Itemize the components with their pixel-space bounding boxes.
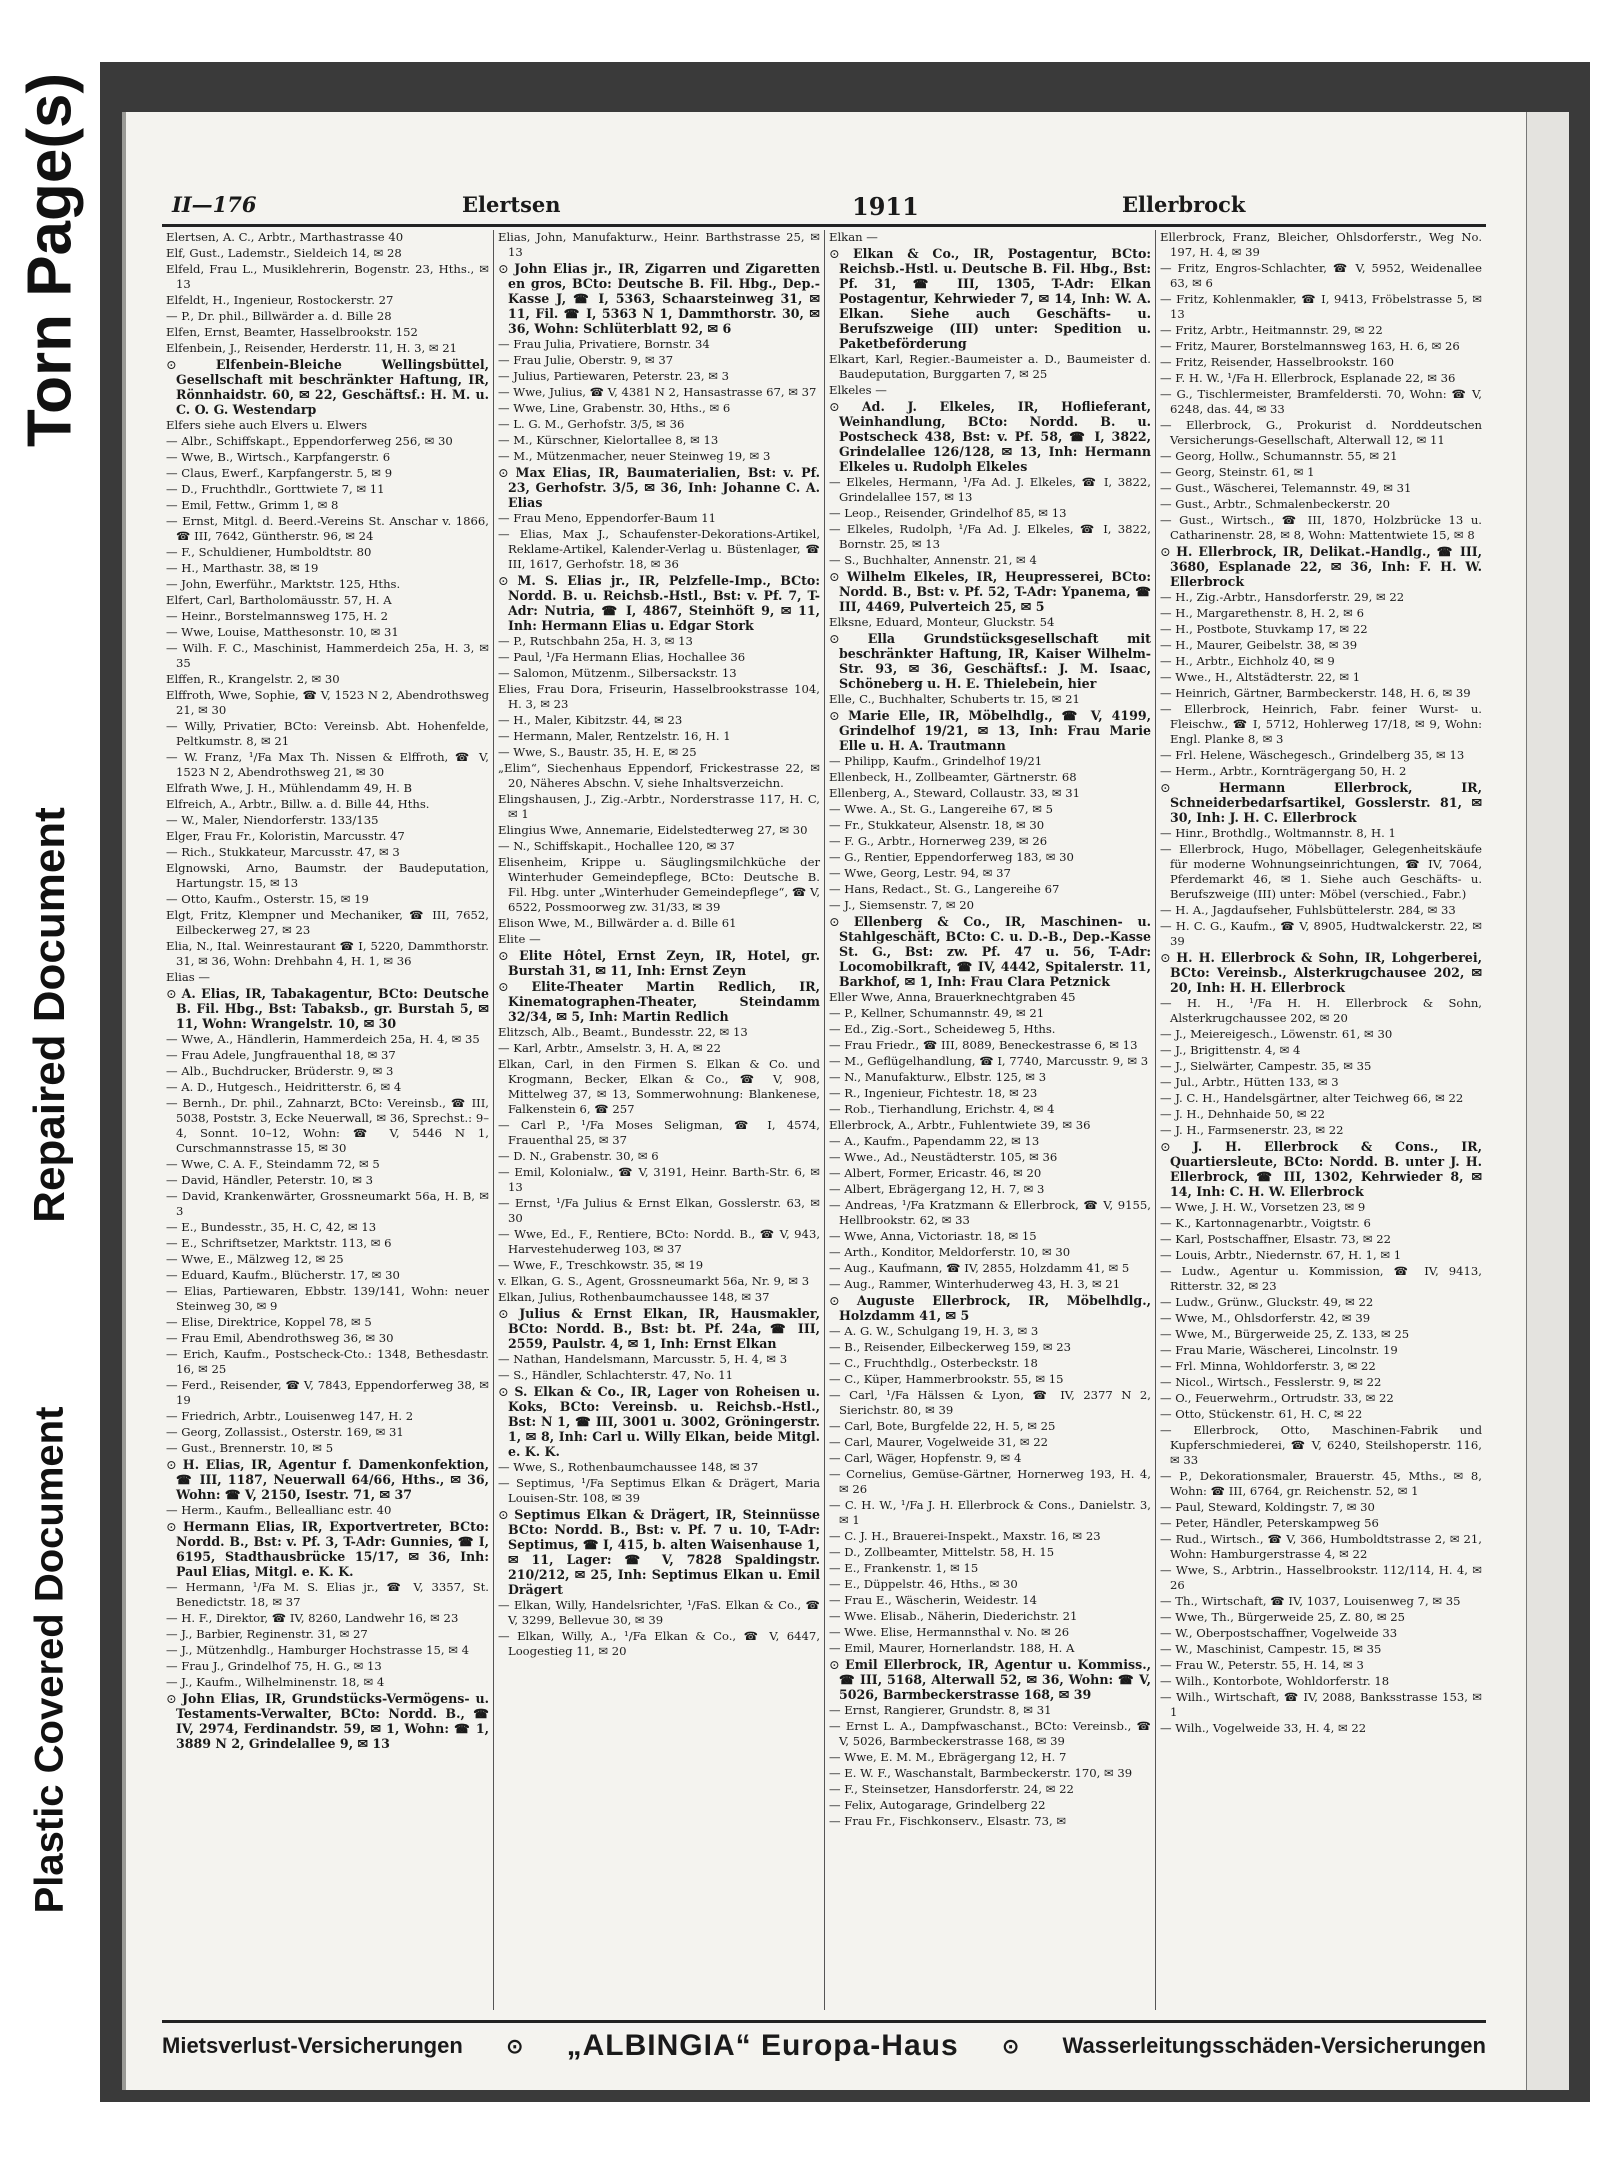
advertisement-footer [162,2026,1486,2066]
directory-entry: — Frau Fr., Fischkonserv., Elsastr. 73, ✉ [829,1814,1067,1828]
directory-entry: Elf, Gust., Lademstr., Sieldeich 14, ✉ 28 [166,246,402,260]
directory-entry: — A., Kaufm., Papendamm 22, ✉ 13 [829,1134,1040,1148]
footer-right-ad: Wasserleitungsschäden-Versicherungen [1062,2033,1486,2058]
directory-entry: ⊙ Max Elias, IR, Baumaterialien, Bst: v. Pf. 23, Gerhofstr. 3/5, ✉ 36, Inh: Johanne C. A. Elias [498,465,820,510]
directory-entry: ⊙ Elite-Theater Martin Redlich, IR, Kinematographen-Theater, Steindamm 32/34, ✉ 5, Inh: Martin Redlich [498,979,820,1024]
directory-entry: — Hermann, ¹/Fa M. S. Elias jr., ☎ V, 3357, St. Benedictstr. 18, ✉ 37 [166,1580,489,1609]
directory-entry: — Paul, ¹/Fa Hermann Elias, Hochallee 36 [498,650,746,664]
directory-entry: Elfenbein, J., Reisender, Herderstr. 11, H. 3, ✉ 21 [166,341,458,355]
directory-entry: — Wwe, C. A. F., Steindamm 72, ✉ 5 [166,1157,380,1171]
directory-entry: ⊙ Auguste Ellerbrock, IR, Möbelhdlg., Holzdamm 41, ✉ 5 [829,1293,1151,1323]
directory-entry: Ellenberg, A., Steward, Collaustr. 33, ✉ 31 [829,786,1081,800]
directory-entry: Elgt, Fritz, Klempner und Mechaniker, ☎ III, 7652, Eilbeckerweg 27, ✉ 23 [166,908,489,937]
directory-entry: — Wwe, M., Ohlsdorferstr. 42, ✉ 39 [1160,1311,1371,1325]
directory-entry: Elkan, Carl, in den Firmen S. Elkan & Co. und Krogmann, Becker, Elkan & Co., ☎ V, 908, Mittelweg 37, ✉ 13, Sommerwohnung: Blankenese, Falkenstein 6, ☎ 257 [498,1057,820,1116]
directory-entry: — Emil, Fettw., Grimm 1, ✉ 8 [166,498,339,512]
directory-entry: Elger, Frau Fr., Koloristin, Marcusstr. 47 [166,829,405,843]
directory-entry: ⊙ Ellenberg & Co., IR, Maschinen- u. Stahlgeschäft, BCto: C. u. D.-B., Dep.-Kasse St. G., Bst: zw. Pf. 47 u. 56, T-Adr: Locomobilkraft, ☎ IV, 4442, Spitalerstr. 11, Barkhof, ✉ 1, Inh: Frau Clara Petznick [829,914,1151,989]
directory-entry: — Carl, ¹/Fa Hälssen & Lyon, ☎ IV, 2377 N 2, Sierichstr. 80, ✉ 39 [829,1388,1151,1417]
directory-entry: — H., Maurer, Geibelstr. 38, ✉ 39 [1160,638,1358,652]
column-2 [493,230,824,2010]
directory-entry: — Frau Julia, Privatiere, Bornstr. 34 [498,337,710,351]
directory-entry: — Otto, Kaufm., Osterstr. 15, ✉ 19 [166,892,369,906]
directory-entry: — Wwe, A., Händlerin, Hammerdeich 25a, H. 4, ✉ 35 [166,1032,480,1046]
directory-entry: Elitzsch, Alb., Beamt., Bundesstr. 22, ✉ 13 [498,1025,748,1039]
directory-entry: — Wilh., Vogelweide 33, H. 4, ✉ 22 [1160,1721,1367,1735]
directory-entry: — Wwe, S., Arbtrin., Hasselbrookstr. 112/114, H. 4, ✉ 26 [1160,1563,1482,1592]
directory-entry: — W., Maschinist, Campestr. 15, ✉ 35 [1160,1642,1382,1656]
directory-entry: — Bernh., Dr. phil., Zahnarzt, BCto: Vereinsb., ☎ III, 5038, Poststr. 3, Ecke Neuerwall, ✉ 36, Sprechst.: 9–4, Sonnt. 10–12, Wohn: ☎ V, 5446 N 1, Curschmannstrasse 15, ✉ 30 [166,1096,489,1155]
directory-entry: — E., Schriftsetzer, Marktstr. 113, ✉ 6 [166,1236,392,1250]
directory-entry: — Karl, Arbtr., Amselstr. 3, H. A, ✉ 22 [498,1041,722,1055]
directory-entry: — J., Meiereigesch., Löwenstr. 61, ✉ 30 [1160,1027,1393,1041]
directory-entry: Elgnowski, Arno, Baumstr. der Baudeputation, Hartungstr. 15, ✉ 13 [166,861,489,890]
directory-entry: — J., Brigittenstr. 4, ✉ 4 [1160,1043,1301,1057]
directory-entry: — Gust., Wäscherei, Telemannstr. 49, ✉ 31 [1160,481,1412,495]
directory-entry: — Elias, Max J., Schaufenster-Dekorations-Artikel, Reklame-Artikel, Kalender-Verlag u. Büstenlager, ☎ III, 1617, Gerhofstr. 18, ✉ 36 [498,527,820,571]
directory-entry: — Gust., Brennerstr. 10, ✉ 5 [166,1441,334,1455]
directory-entry: — S., Händler, Schlachterstr. 47, No. 11 [498,1368,733,1382]
directory-entry: ⊙ Hermann Ellerbrock, IR, Schneiderbedarfsartikel, Gosslerstr. 81, ✉ 30, Inh: J. H. C. Ellerbrock [1160,780,1482,825]
directory-entry: — Peter, Händler, Peterskampweg 56 [1160,1516,1379,1530]
directory-entry: — Wwe. Elisab., Näherin, Diederichstr. 21 [829,1609,1078,1623]
directory-entry: — Aug., Kaufmann, ☎ IV, 2855, Holzdamm 41, ✉ 5 [829,1261,1130,1275]
directory-entry: Ellenbeck, H., Zollbeamter, Gärtnerstr. 68 [829,770,1077,784]
directory-entry: Elfeldt, H., Ingenieur, Rostockerstr. 27 [166,293,394,307]
directory-entry: ⊙ Ad. J. Elkeles, IR, Hoflieferant, Weinhandlung, BCto: Nordd. B. u. Postscheck 438, Bst: v. Pf. 58, ☎ I, 3822, Grindelallee 126/128, ✉ 13, Inh: Hermann Elkeles u. Rudolph Elkeles [829,399,1151,474]
directory-entry: — Ludw., Agentur u. Kommission, ☎ IV, 9413, Ritterstr. 32, ✉ 23 [1160,1264,1482,1293]
directory-entry: ⊙ Julius & Ernst Elkan, IR, Hausmakler, BCto: Nordd. B., Bst: bt. Pf. 24a, ☎ III, 2559, Paulstr. 4, ✉ 1, Inh: Ernst Elkan [498,1306,820,1351]
directory-entry: — H., Marthastr. 38, ✉ 19 [166,561,319,575]
directory-entry: — K., Kartonnagenarbtr., Voigtstr. 6 [1160,1216,1371,1230]
directory-entry: Elfreich, A., Arbtr., Billw. a. d. Bille 44, Hths. [166,797,430,811]
directory-entry: — G., Tischlermeister, Bramfeldersti. 70, Wohn: ☎ V, 6248, das. 44, ✉ 33 [1160,387,1482,416]
directory-entry: — Heinrich, Gärtner, Barmbeckerstr. 148, H. 6, ✉ 39 [1160,686,1471,700]
directory-entry: — H. H., ¹/Fa H. H. Ellerbrock & Sohn, Alsterkrugchaussee 202, ✉ 20 [1160,996,1482,1025]
directory-entry: — S., Buchhalter, Annenstr. 21, ✉ 4 [829,553,1037,567]
directory-entry: — H., Zig.-Arbtr., Hansdorferstr. 29, ✉ 22 [1160,590,1405,604]
directory-entry: — Aug., Rammer, Winterhuderweg 43, H. 3, ✉ 21 [829,1277,1121,1291]
directory-entry: — P., Rutschbahn 25a, H. 3, ✉ 13 [498,634,693,648]
directory-entry: — L. G. M., Gerhofstr. 3/5, ✉ 36 [498,417,685,431]
directory-entry: — H., Maler, Kibitzstr. 44, ✉ 23 [498,713,683,727]
directory-entry: — Wwe. A., St. G., Langereihe 67, ✉ 5 [829,802,1054,816]
torn-pages-label: Torn Page(s) [15,72,85,448]
directory-entry: — P., Dekorationsmaler, Brauerstr. 45, Mths., ✉ 8, Wohn: ☎ III, 6764, gr. Reichenstr. 52, ✉ 1 [1160,1469,1482,1498]
directory-entry: — C. J. H., Brauerei-Inspekt., Maxstr. 16, ✉ 23 [829,1529,1101,1543]
directory-entry: — B., Reisender, Eilbeckerweg 159, ✉ 23 [829,1340,1071,1354]
directory-entry: — Frau Meno, Eppendorfer-Baum 11 [498,511,716,525]
directory-entry: — Fr., Stukkateur, Alsenstr. 18, ✉ 30 [829,818,1045,832]
directory-page [122,112,1526,2090]
directory-entry: — E., Frankenstr. 1, ✉ 15 [829,1561,979,1575]
directory-entry: — Frau Adele, Jungfrauenthal 18, ✉ 37 [166,1048,396,1062]
directory-entry: — Cornelius, Gemüse-Gärtner, Hornerweg 193, H. 4, ✉ 26 [829,1467,1151,1496]
column-3 [824,230,1155,2010]
directory-entry: Elkeles — [829,383,887,397]
directory-entry: — Septimus, ¹/Fa Septimus Elkan & Drägert, Maria Louisen-Str. 108, ✉ 39 [498,1476,820,1505]
directory-entry: Elfrath Wwe, J. H., Mühlendamm 49, H. B [166,781,413,795]
directory-entry: — W., Oberpostschaffner, Vogelweide 33 [1160,1626,1398,1640]
directory-entry: — Otto, Stückenstr. 61, H. C, ✉ 22 [1160,1407,1363,1421]
directory-entry: ⊙ Elkan & Co., IR, Postagentur, BCto: Reichsb.-Hstl. u. Deutsche B. Fil. Hbg., Bst: Pf. 31, ☎ III, 1305, T-Adr: Elkan Postagentur, Kehrwieder 7, ✉ 14, Inh: W. A. Elkan. Siehe auch Geschäfts- u. Berufszweige (III) unter: Spedition u. Paketbeförderung [829,246,1151,351]
directory-entry: — Wwe., H., Altstädterstr. 22, ✉ 1 [1160,670,1361,684]
directory-entry: ⊙ S. Elkan & Co., IR, Lager von Roheisen u. Koks, BCto: Vereinsb. u. Reichsb.-Hstl., Bst: N 1, ☎ III, 3001 u. 3002, Gröningerstr. 1, ✉ 8, Inh: Carl u. Willy Elkan, beide Mitgl. e. K. K. [498,1384,820,1459]
directory-entry: — Eduard, Kaufm., Blücherstr. 17, ✉ 30 [166,1268,400,1282]
directory-entry: Elingius Wwe, Annemarie, Eidelstedterweg 27, ✉ 30 [498,823,808,837]
page-header [162,192,1486,222]
directory-entry: — Emil, Kolonialw., ☎ V, 3191, Heinr. Barth-Str. 6, ✉ 13 [498,1165,820,1194]
directory-entry: Elkan — [829,230,878,244]
directory-entry: — Carl, Maurer, Vogelweide 31, ✉ 22 [829,1435,1048,1449]
directory-entry: — Wwe, E. M. M., Ebrägergang 12, H. 7 [829,1750,1067,1764]
directory-entry: — J. C. H., Handelsgärtner, alter Teichweg 66, ✉ 22 [1160,1091,1464,1105]
directory-entry: — Herm., Arbtr., Kornträgergang 50, H. 2 [1160,764,1407,778]
directory-entry: — A. G. W., Schulgang 19, H. 3, ✉ 3 [829,1324,1039,1338]
directory-entry: Elle, C., Buchhalter, Schuberts tr. 15, ✉ 21 [829,692,1080,706]
directory-entry: ⊙ Septimus Elkan & Drägert, IR, Steinnüsse BCto: Nordd. B., Bst: v. Pf. 7 u. 10, T-Adr: Septimus, ☎ I, 415, b. alten Waisenhause 1, ✉ 11, Lager: ☎ V, 7828 Spaldingstr. 210/212, ✉ 25, Inh: Septimus Elkan u. Emil Drägert [498,1507,820,1597]
directory-entry: — Carl P., ¹/Fa Moses Seligman, ☎ I, 4574, Frauenthal 25, ✉ 37 [498,1118,820,1147]
directory-entry: — H. F., Direktor, ☎ IV, 8260, Landwehr 16, ✉ 23 [166,1611,459,1625]
directory-entry: — Salomon, Mützenm., Silbersackstr. 13 [498,666,737,680]
directory-entry: — H. C. G., Kaufm., ☎ V, 8905, Hudtwalckerstr. 22, ✉ 39 [1160,919,1482,948]
directory-entry: — D., Zollbeamter, Mittelstr. 58, H. 15 [829,1545,1055,1559]
directory-entry: — Carl, Bote, Burgfelde 22, H. 5, ✉ 25 [829,1419,1056,1433]
directory-entry: — Elkeles, Hermann, ¹/Fa Ad. J. Elkeles, ☎ I, 3822, Grindelallee 157, ✉ 13 [829,475,1151,504]
directory-entry: Ellerbrock, A., Arbtr., Fuhlentwiete 39, ✉ 36 [829,1118,1091,1132]
directory-entry: ⊙ H. Ellerbrock, IR, Delikat.-Handlg., ☎ III, 3680, Esplanade 22, ✉ 36, Inh: F. H. W. Ellerbrock [1160,544,1482,589]
directory-entry: — F. G., Arbtr., Hornerweg 239, ✉ 26 [829,834,1048,848]
directory-entry: — Georg, Steinstr. 61, ✉ 1 [1160,465,1315,479]
page-number: II—176 [172,192,257,217]
directory-entry: Elksne, Eduard, Monteur, Gluckstr. 54 [829,615,1055,629]
directory-entry: — P., Kellner, Schumannstr. 49, ✉ 21 [829,1006,1045,1020]
directory-entry: — E. W. F., Waschanstalt, Barmbeckerstr. 170, ✉ 39 [829,1766,1133,1780]
directory-entry: — Hans, Redact., St. G., Langereihe 67 [829,882,1060,896]
directory-entry: — Wwe, E., Mälzweg 12, ✉ 25 [166,1252,344,1266]
directory-entry: — Frau Marie, Wäscherei, Lincolnstr. 19 [1160,1343,1398,1357]
footer-rule [162,2020,1486,2023]
directory-entry: ⊙ Wilhelm Elkeles, IR, Heupresserei, BCto: Nordd. B., Bst: v. Pf. 52, T-Adr: Ypanema, ☎ III, 4469, Pulverteich 25, ✉ 5 [829,569,1151,614]
directory-entry: — E., Düppelstr. 46, Hths., ✉ 30 [829,1577,1018,1591]
directory-entry: v. Elkan, G. S., Agent, Grossneumarkt 56a, Nr. 9, ✉ 3 [498,1274,810,1288]
directory-entry: — Felix, Autogarage, Grindelberg 22 [829,1798,1046,1812]
directory-entry: — Frau Emil, Abendrothsweg 36, ✉ 30 [166,1331,394,1345]
directory-entry: — Rob., Tierhandlung, Erichstr. 4, ✉ 4 [829,1102,1055,1116]
column-1 [162,230,493,2010]
directory-entry: — Fritz, Engros-Schlachter, ☎ V, 5952, Weidenallee 63, ✉ 6 [1160,261,1482,290]
directory-entry: — Albert, Ebrägergang 12, H. 7, ✉ 3 [829,1182,1045,1196]
directory-entry: Elite — [498,932,541,946]
directory-entry: — Wilh. F. C., Maschinist, Hammerdeich 25a, H. 3, ✉ 35 [166,641,489,670]
directory-entry: — Frl. Helene, Wäschegesch., Grindelberg 35, ✉ 13 [1160,748,1465,762]
directory-entry: — Ludw., Grünw., Gluckstr. 49, ✉ 22 [1160,1295,1374,1309]
directory-entry: — Wwe, Th., Bürgerweide 25, Z. 80, ✉ 25 [1160,1610,1406,1624]
directory-entry: — Frau E., Wäscherin, Weidestr. 14 [829,1593,1037,1607]
directory-entry: — Wwe, J. H. W., Vorsetzen 23, ✉ 9 [1160,1200,1366,1214]
directory-entry: — Ferd., Reisender, ☎ V, 7843, Eppendorferweg 38, ✉ 19 [166,1378,489,1407]
directory-entry: — E., Bundesstr., 35, H. C, 42, ✉ 13 [166,1220,377,1234]
directory-entry: ⊙ J. H. Ellerbrock & Cons., IR, Quartiersleute, BCto: Nordd. B. unter J. H. Ellerbrock, ☎ III, 1302, Kehrwieder 8, ✉ 14, Inh: C. H. W. Ellerbrock [1160,1139,1482,1199]
directory-entry: — J., Barbier, Reginenstr. 31, ✉ 27 [166,1627,368,1641]
directory-entry: — Fritz, Maurer, Borstelmannsweg 163, H. 6, ✉ 26 [1160,339,1460,353]
directory-entry: — Louis, Arbtr., Niedernstr. 67, H. 1, ✉ 1 [1160,1248,1402,1262]
directory-entry: Elkan, Julius, Rothenbaumchaussee 148, ✉ 37 [498,1290,770,1304]
directory-entry: — Wwe, Line, Grabenstr. 30, Hths., ✉ 6 [498,401,731,415]
directory-entry: — David, Krankenwärter, Grossneumarkt 56a, H. B, ✉ 3 [166,1189,489,1218]
directory-entry: — Wwe, S., Rothenbaumchaussee 148, ✉ 37 [498,1460,759,1474]
directory-entry: — Wwe., Ad., Neustädterstr. 105, ✉ 36 [829,1150,1058,1164]
directory-entry: — Julius, Partiewaren, Peterstr. 23, ✉ 3 [498,369,729,383]
directory-entry: — Albert, Former, Ericastr. 46, ✉ 20 [829,1166,1042,1180]
header-last-entry: Ellerbrock [1122,192,1246,217]
directory-entry: — Arth., Konditor, Meldorferstr. 10, ✉ 30 [829,1245,1071,1259]
directory-entry: — Wwe, B., Wirtsch., Karpfangerstr. 6 [166,450,391,464]
directory-entry: — Ernst, Mitgl. d. Beerd.-Vereins St. Anschar v. 1866, ☎ III, 7642, Güntherstr. 96, ✉ 24 [166,514,489,543]
directory-entry: — H., Margarethenstr. 8, H. 2, ✉ 6 [1160,606,1364,620]
directory-entry: — Rud., Wirtsch., ☎ V, 366, Humboldtstrasse 2, ✉ 21, Wohn: Hamburgerstrasse 4, ✉ 22 [1160,1532,1482,1561]
directory-entry: — M., Kürschner, Kielortallee 8, ✉ 13 [498,433,719,447]
directory-entry: — Hinr., Brothdlg., Woltmannstr. 8, H. 1 [1160,826,1396,840]
directory-entry: — Philipp, Kaufm., Grindelhof 19/21 [829,754,1043,768]
directory-entry: — Willy, Privatier, BCto: Vereinsb. Abt. Hohenfelde, Peltkumstr. 8, ✉ 21 [166,719,489,748]
footer-left-ad: Mietsverlust-Versicherungen [162,2033,463,2058]
directory-entry: Elingshausen, J., Zig.-Arbtr., Norderstrasse 117, H. C, ✉ 1 [498,792,820,821]
directory-entry: — Emil, Maurer, Hornerlandstr. 188, H. A [829,1641,1075,1655]
directory-entry: — Gust., Wirtsch., ☎ III, 1870, Holzbrücke 13 u. Catharinenstr. 28, ✉ 8, Wohn: Mattentwiete 15, ✉ 8 [1160,513,1482,542]
directory-entry: — R., Ingenieur, Fichtestr. 18, ✉ 23 [829,1086,1038,1100]
directory-entry: ⊙ Ella Grundstücksgesellschaft mit beschränkter Haftung, IR, Kaiser Wilhelm-Str. 93, ✉ 36, Geschäftsf.: J. M. Isaac, Schöneberg u. H. E. Thielebein, hier [829,631,1151,691]
directory-entry: — D., Fruchthdlr., Gorttwiete 7, ✉ 11 [166,482,385,496]
directory-entry: — Frau Friedr., ☎ III, 8089, Beneckestrasse 6, ✉ 13 [829,1038,1138,1052]
directory-entry: — Elias, Partiewaren, Ebbstr. 139/141, Wohn: neuer Steinweg 30, ✉ 9 [166,1284,489,1313]
directory-entry: — J., Mützenhdlg., Hamburger Hochstrasse 15, ✉ 4 [166,1643,470,1657]
directory-entry: — J., Siemsenstr. 7, ✉ 20 [829,898,975,912]
directory-entry: — Elise, Direktrice, Koppel 78, ✉ 5 [166,1315,372,1329]
directory-entry: — J., Kaufm., Wilhelminenstr. 18, ✉ 4 [166,1675,385,1689]
directory-entry: — Frau W., Peterstr. 55, H. 14, ✉ 3 [1160,1658,1364,1672]
directory-entry: ⊙ Elite Hôtel, Ernst Zeyn, IR, Hotel, gr. Burstah 31, ✉ 11, Inh: Ernst Zeyn [498,948,820,978]
directory-entry: — N., Manufakturw., Elbstr. 125, ✉ 3 [829,1070,1047,1084]
directory-entry: — C., Fruchthdlg., Osterbeckstr. 18 [829,1356,1038,1370]
plastic-covered-label: Plastic Covered Document [27,1406,72,1914]
directory-entry: — Hermann, Maler, Rentzelstr. 16, H. 1 [498,729,731,743]
directory-entry: Elia, N., Ital. Weinrestaurant ☎ I, 5220, Dammthorstr. 31, ✉ 36, Wohn: Drehbahn 4, H. 1, ✉ 36 [166,939,489,968]
directory-entry: Elison Wwe, M., Billwärder a. d. Bille 61 [498,916,737,930]
directory-entry: — Wilh., Wirtschaft, ☎ IV, 2088, Banksstrasse 153, ✉ 1 [1160,1690,1482,1719]
directory-entry: Elfers siehe auch Elvers u. Elwers [166,418,368,432]
directory-entry: — W., Maler, Niendorferstr. 133/135 [166,813,379,827]
directory-entry: — Wilh., Kontorbote, Wohldorferstr. 18 [1160,1674,1390,1688]
directory-entry: — Georg, Hollw., Schumannstr. 55, ✉ 21 [1160,449,1398,463]
directory-entry: ⊙ Elfenbein-Bleiche Wellingsbüttel, Gesellschaft mit beschränkter Haftung, IR, Rönnhaidstr. 60, ✉ 22, Geschäftsf.: H. M. u. C. O. G. Westendarp [166,357,489,417]
directory-entry: — Jul., Arbtr., Hütten 133, ✉ 3 [1160,1075,1339,1089]
header-year: 1911 [852,192,919,221]
directory-entry: — Ernst, ¹/Fa Julius & Ernst Elkan, Gosslerstr. 63, ✉ 30 [498,1196,820,1225]
directory-entry: — Alb., Buchdrucker, Brüderstr. 9, ✉ 3 [166,1064,394,1078]
directory-entry: Elffroth, Wwe, Sophie, ☎ V, 1523 N 2, Abendrothsweg 21, ✉ 30 [166,688,489,717]
directory-entry: — W. Franz, ¹/Fa Max Th. Nissen & Elffroth, ☎ V, 1523 N 2, Abendrothsweg 21, ✉ 30 [166,750,489,779]
directory-entry: — Th., Wirtschaft, ☎ IV, 1037, Louisenweg 7, ✉ 35 [1160,1594,1461,1608]
repaired-document-label: Repaired Document [25,807,74,1223]
directory-entry: — F., Schuldiener, Humboldtstr. 80 [166,545,372,559]
directory-entry: — Elkeles, Rudolph, ¹/Fa Ad. J. Elkeles, ☎ I, 3822, Bornstr. 25, ✉ 13 [829,522,1151,551]
directory-entry: — Elkan, Willy, Handelsrichter, ¹/FaS. Elkan & Co., ☎ V, 3299, Bellevue 30, ✉ 39 [498,1598,820,1627]
directory-entry: — Gust., Arbtr., Schmalenbeckerstr. 20 [1160,497,1391,511]
directory-entry: Ellerbrock, Franz, Bleicher, Ohlsdorferstr., Weg No. 197, H. 4, ✉ 39 [1160,230,1482,259]
directory-entry: — Wwe, M., Bürgerweide 25, Z. 133, ✉ 25 [1160,1327,1410,1341]
footer-separator-icon: ⊙ [1002,2035,1019,2058]
header-first-entry: Elertsen [462,192,561,217]
directory-entry: — D. N., Grabenstr. 30, ✉ 6 [498,1149,659,1163]
directory-entry: — G., Rentier, Eppendorferweg 183, ✉ 30 [829,850,1074,864]
directory-entry: — N., Schiffskapit., Hochallee 120, ✉ 37 [498,839,735,853]
directory-entry: — Elkan, Willy, A., ¹/Fa Elkan & Co., ☎ V, 6447, Loogestieg 11, ✉ 20 [498,1629,820,1658]
directory-entry: — Erich, Kaufm., Postscheck-Cto.: 1348, Bethesdastr. 16, ✉ 25 [166,1347,489,1376]
directory-entry: — Wwe, S., Baustr. 35, H. E, ✉ 25 [498,745,697,759]
directory-entry: — Wwe, Anna, Victoriastr. 18, ✉ 15 [829,1229,1037,1243]
directory-entry: — Nicol., Wirtsch., Fesslerstr. 9, ✉ 22 [1160,1375,1382,1389]
directory-entry: — J. H., Dehnhaide 50, ✉ 22 [1160,1107,1325,1121]
directory-entry: — Ellerbrock, G., Prokurist d. Norddeutschen Versicherungs-Gesellschaft, Alterwall 12, ✉ 11 [1160,418,1482,447]
directory-entry: — Wwe, Julius, ☎ V, 4381 N 2, Hansastrasse 67, ✉ 37 [498,385,817,399]
directory-entry: — Andreas, ¹/Fa Kratzmann & Ellerbrock, ☎ V, 9155, Hellbrookstr. 62, ✉ 33 [829,1198,1151,1227]
directory-entry: — Heinr., Borstelmannsweg 175, H. 2 [166,609,389,623]
directory-entry: — Karl, Postschaffner, Elsastr. 73, ✉ 22 [1160,1232,1391,1246]
directory-entry: Elkart, Karl, Regier.-Baumeister a. D., Baumeister d. Baudeputation, Burggarten 7, ✉ 25 [829,352,1151,381]
column-4 [1155,230,1486,2010]
directory-entry: — Ernst L. A., Dampfwaschanst., BCto: Vereinsb., ☎ V, 5026, Barmbeckerstrasse 168, ✉ 39 [829,1719,1151,1748]
directory-entry: ⊙ John Elias jr., IR, Zigarren und Zigaretten en gros, BCto: Deutsche B. Fil. Hbg., Dep.-Kasse J, ☎ I, 5363, Schaarsteinweg 31, ✉ 11, Fil. ☎ I, 5363 N 1, Dammthorstr. 30, ✉ 36, Wohn: Schlüterblatt 92, ✉ 6 [498,261,820,336]
directory-entry: — David, Händler, Peterstr. 10, ✉ 3 [166,1173,374,1187]
directory-entry: — Ellerbrock, Otto, Maschinen-Fabrik und Kupferschmiederei, ☎ V, 6240, Steilshoperstr. 116, ✉ 33 [1160,1423,1482,1467]
directory-entry: Elffen, R., Krangelstr. 2, ✉ 30 [166,672,340,686]
directory-entry: — Nathan, Handelsmann, Marcusstr. 5, H. 4, ✉ 3 [498,1352,788,1366]
directory-entry: — P., Dr. phil., Billwärder a. d. Bille 28 [166,309,392,323]
directory-entry: ⊙ M. S. Elias jr., IR, Pelzfelle-Imp., BCto: Nordd. B. u. Reichsb.-Hstl., Bst: v. Pf. 7, T-Adr: Nutria, ☎ I, 4867, Steinhöft 9, ✉ 11, Inh: Hermann Elias u. Edgar Stork [498,573,820,633]
directory-entry: „Elim“, Siechenhaus Eppendorf, Frickestrasse 22, ✉ 20, Näheres Abschn. V, siehe Inhaltsverzeichn. [498,761,820,790]
directory-entry: — M., Geflügelhandlung, ☎ I, 7740, Marcusstr. 9, ✉ 3 [829,1054,1149,1068]
directory-columns [162,230,1486,2010]
directory-entry: Eller Wwe, Anna, Brauerknechtgraben 45 [829,990,1076,1004]
directory-entry: — Ed., Zig.-Sort., Scheideweg 5, Hths. [829,1022,1056,1036]
directory-entry: — Fritz, Reisender, Hasselbrookstr. 160 [1160,355,1395,369]
directory-entry: — Albr., Schiffskapt., Eppendorferweg 256, ✉ 30 [166,434,453,448]
directory-entry: Elisenheim, Krippe u. Säuglingsmilchküche der Winterhuder Gemeindepflege, BCto: Deutsche B. Fil. Hbg. unter „Winterhuder Gemeindepflege“, ☎ V, 6522, Possmoorweg zw. 31/33, ✉ 39 [498,855,821,914]
directory-entry: — M., Mützenmacher, neuer Steinweg 19, ✉ 3 [498,449,771,463]
directory-entry: — Paul, Steward, Koldingstr. 7, ✉ 30 [1160,1500,1375,1514]
directory-entry: — Claus, Ewerf., Karpfangerstr. 5, ✉ 9 [166,466,393,480]
directory-entry: — Frau Julie, Oberstr. 9, ✉ 37 [498,353,674,367]
directory-entry: — Georg, Zollassist., Osterstr. 169, ✉ 31 [166,1425,404,1439]
directory-entry: — J. H., Farmsenerstr. 23, ✉ 22 [1160,1123,1344,1137]
side-label-strip [0,0,100,2177]
directory-entry: ⊙ A. Elias, IR, Tabakagentur, BCto: Deutsche B. Fil. Hbg., Bst: Tabaksb., gr. Burstah 5, ✉ 11, Wohn: Wrangelstr. 10, ✉ 30 [166,986,489,1031]
directory-entry: — Wwe, F., Treschkowstr. 35, ✉ 19 [498,1258,704,1272]
directory-entry: ⊙ Emil Ellerbrock, IR, Agentur u. Kommiss., ☎ III, 5168, Alterwall 52, ✉ 36, Wohn: ☎ V, 5026, Barmbeckerstrasse 168, ✉ 39 [829,1657,1151,1702]
directory-entry: ⊙ H. Elias, IR, Agentur f. Damenkonfektion, ☎ III, 1187, Neuerwall 64/66, Hths., ✉ 36, Wohn: ☎ V, 2150, Isestr. 71, ✉ 37 [166,1457,489,1502]
directory-entry: — Frau J., Grindelhof 75, H. G., ✉ 13 [166,1659,382,1673]
directory-entry: ⊙ Marie Elle, IR, Möbelhdlg., ☎ V, 4199, Grindelhof 19/21, ✉ 13, Inh: Frau Marie Elle u. H. A. Trautmann [829,708,1151,753]
directory-entry: ⊙ Hermann Elias, IR, Exportvertreter, BCto: Nordd. B., Bst: v. Pf. 3, T-Adr: Gunnies, ☎ I, 6195, Stadthausbrücke 15/17, ✉ 36, Inh: Paul Elias, Mitgl. e. K. K. [166,1519,489,1579]
directory-entry: — C. H. W., ¹/Fa J. H. Ellerbrock & Cons., Danielstr. 3, ✉ 1 [829,1498,1151,1527]
directory-entry: Elias, John, Manufakturw., Heinr. Barthstrasse 25, ✉ 13 [498,230,820,259]
directory-entry: — Leop., Reisender, Grindelhof 85, ✉ 13 [829,506,1067,520]
next-page-edge [1525,112,1569,2090]
directory-entry: — H., Postbote, Stuvkamp 17, ✉ 22 [1160,622,1368,636]
footer-center-ad: „ALBINGIA“ Europa-Haus [566,2029,959,2062]
directory-entry: — Herm., Kaufm., Belleallianc estr. 40 [166,1503,392,1517]
directory-entry: — John, Ewerführ., Marktstr. 125, Hths. [166,577,401,591]
directory-entry: ⊙ John Elias, IR, Grundstücks-Vermögens- u. Testaments-Verwalter, BCto: Nordd. B., ☎ IV, 2974, Ferdinandstr. 59, ✉ 1, Wohn: ☎ 1, 3889 N 2, Grindelallee 9, ✉ 13 [166,1691,489,1751]
directory-entry: — F., Steinsetzer, Hansdorferstr. 24, ✉ 22 [829,1782,1074,1796]
footer-separator-icon: ⊙ [506,2035,524,2058]
directory-entry: Elfeld, Frau L., Musiklehrerin, Bogenstr. 23, Hths., ✉ 13 [166,262,489,291]
directory-entry: Elies, Frau Dora, Friseurin, Hasselbrookstrasse 104, H. 3, ✉ 23 [498,682,820,711]
directory-entry: — H., Arbtr., Eichholz 40, ✉ 9 [1160,654,1335,668]
directory-entry: — Ellerbrock, Heinrich, Fabr. feiner Wurst- u. Fleischw., ☎ I, 5712, Hohlerweg 17/18, ✉ 9, Wohn: Engl. Planke 8, ✉ 3 [1160,702,1482,746]
directory-entry: — J., Sielwärter, Campestr. 35, ✉ 35 [1160,1059,1372,1073]
directory-entry: — Fritz, Kohlenmakler, ☎ I, 9413, Fröbelstrasse 5, ✉ 13 [1160,292,1482,321]
directory-entry: — Carl, Wäger, Hopfenstr. 9, ✉ 4 [829,1451,1022,1465]
directory-entry: — Ellerbrock, Hugo, Möbellager, Gelegenheitskäufe für moderne Wohnungseinrichtungen, ☎ IV, 7064, Pferdemarkt 46, ✉ 1. Siehe auch Geschäfts- u. Berufszweige (III) unter: Möbel (verschied., Fabr.) [1160,842,1482,901]
directory-entry: — Friedrich, Arbtr., Louisenweg 147, H. 2 [166,1409,414,1423]
directory-entry: — Wwe, Ed., F., Rentiere, BCto: Nordd. B., ☎ V, 943, Harvestehuderweg 103, ✉ 37 [498,1227,820,1256]
directory-entry: — H. A., Jagdaufseher, Fuhlsbüttelerstr. 284, ✉ 33 [1160,903,1456,917]
directory-entry: — Wwe, Georg, Lestr. 94, ✉ 37 [829,866,1011,880]
directory-entry: — Fritz, Arbtr., Heitmannstr. 29, ✉ 22 [1160,323,1383,337]
directory-entry: Elias — [166,970,211,984]
directory-entry: Elfert, Carl, Bartholomäusstr. 57, H. A [166,593,392,607]
directory-entry: — Wwe. Elise, Hermannsthal v. No. ✉ 26 [829,1625,1070,1639]
directory-entry: — Frl. Minna, Wohldorferstr. 3, ✉ 22 [1160,1359,1376,1373]
directory-entry: Elertsen, A. C., Arbtr., Marthastrasse 40 [166,230,404,244]
directory-entry: Elfen, Ernst, Beamter, Hasselbrookstr. 152 [166,325,418,339]
directory-entry: — F. H. W., ¹/Fa H. Ellerbrock, Esplanade 22, ✉ 36 [1160,371,1456,385]
directory-entry: — Rich., Stukkateur, Marcusstr. 47, ✉ 3 [166,845,400,859]
header-rule [162,224,1486,227]
directory-entry: ⊙ H. H. Ellerbrock & Sohn, IR, Lohgerberei, BCto: Vereinsb., Alsterkrugchausee 202, ✉ 20, Inh: H. H. Ellerbrock [1160,950,1482,995]
directory-entry: — O., Feuerwehrm., Ortrudstr. 33, ✉ 22 [1160,1391,1394,1405]
directory-entry: — Ernst, Rangierer, Grundstr. 8, ✉ 31 [829,1703,1052,1717]
directory-entry: — Wwe, Louise, Matthesonstr. 10, ✉ 31 [166,625,399,639]
directory-entry: — C., Küper, Hammerbrookstr. 55, ✉ 15 [829,1372,1064,1386]
directory-entry: — A. D., Hutgesch., Heidritterstr. 6, ✉ 4 [166,1080,402,1094]
